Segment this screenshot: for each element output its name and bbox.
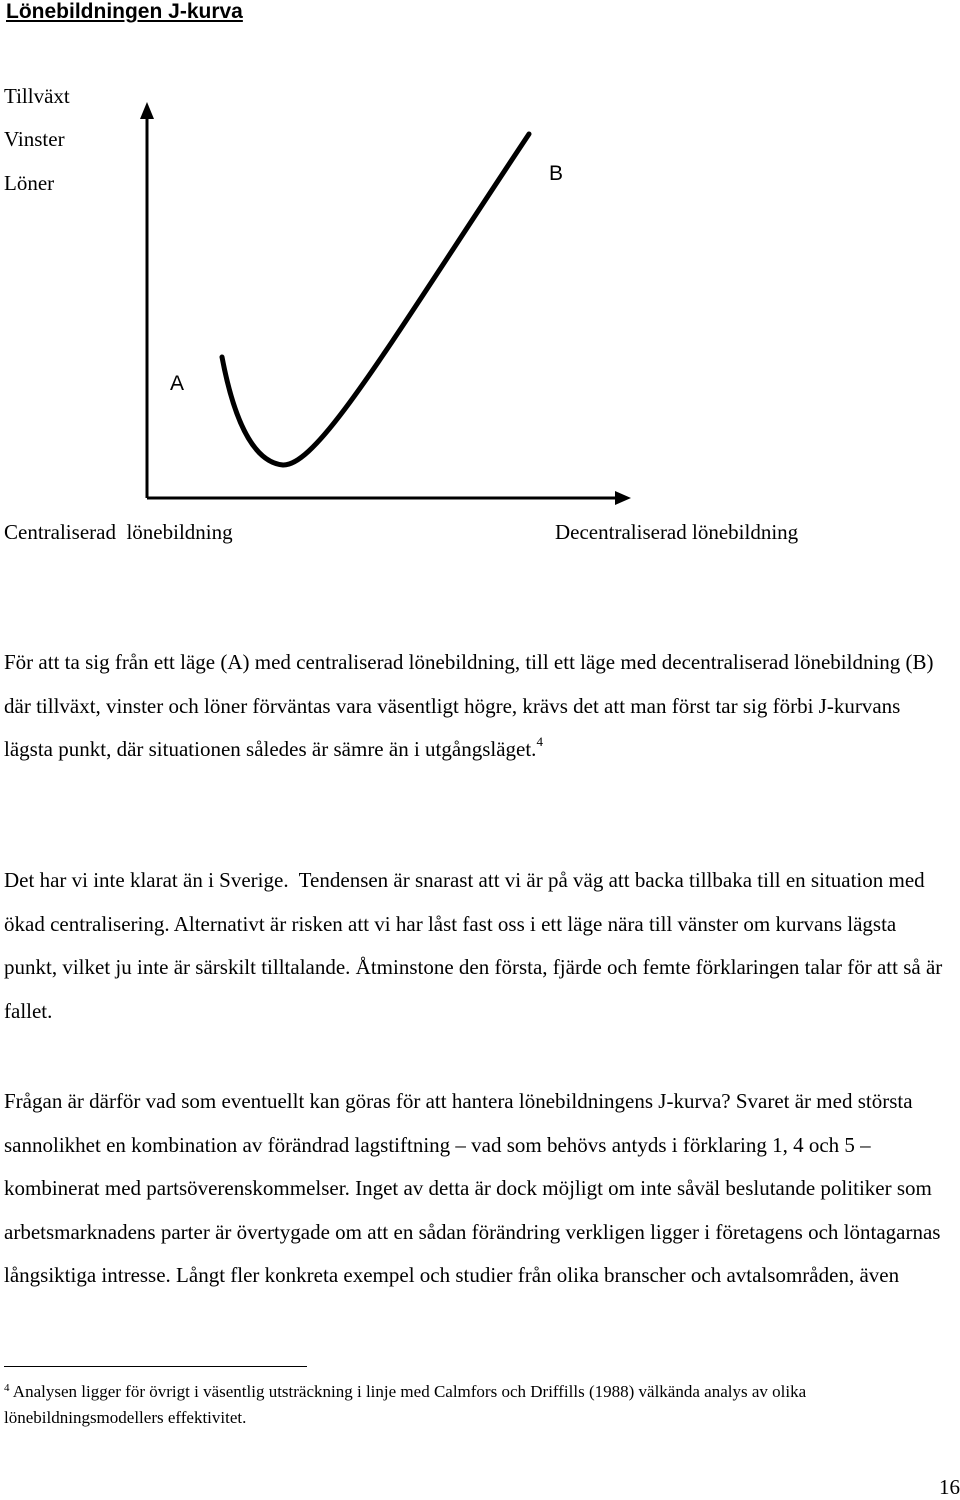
y-axis bbox=[140, 102, 154, 498]
j-curve-diagram bbox=[0, 0, 960, 560]
footnote-ref-4[interactable]: 4 bbox=[536, 734, 543, 749]
paragraph-2: Det har vi inte klarat än i Sverige. Tendensen är snarast att vi är på väg att backa tillbaka till en situation med ökad centralisering. Alternativt är risken att vi har låst fast oss i ett läge nära till vänster om kurvans lägsta punkt, vilket ju inte är särskilt tilltalande. Åtminstone den första, fjärde och femte förklaringen talar för att så är fallet. bbox=[4, 868, 948, 1023]
paragraph-1 bbox=[4, 641, 954, 772]
x-axis-label-decentralized: Decentraliserad lönebildning bbox=[555, 520, 799, 544]
footnote-text: Analysen ligger för övrigt i väsentlig utsträckning i linje med Calmfors och Driffills (1988) välkända analys av olika lönebildningsmodellers effektivitet. bbox=[4, 1382, 807, 1427]
y-axis-label-wages: Löner bbox=[4, 171, 55, 195]
y-axis-label-profits: Vinster bbox=[4, 127, 65, 151]
footnote-number: 4 bbox=[4, 1382, 10, 1394]
footnote-separator bbox=[4, 1366, 307, 1367]
point-b-label: B bbox=[549, 162, 564, 185]
point-a-label: A bbox=[170, 372, 185, 395]
paragraph-1-text: För att ta sig från ett läge (A) med centraliserad lönebildning, till ett läge med decentraliserad lönebildning (B) där tillväxt, vinster och löner förväntas vara väsentligt högre, krävs det att man först tar sig förbi J-kurvans lägsta punkt, där situationen således är sämre än i utgångsläget. bbox=[4, 650, 934, 761]
x-axis-label-centralized: Centraliserad lönebildning bbox=[4, 520, 233, 544]
section-heading: Lönebildningen J-kurva bbox=[6, 0, 243, 23]
j-curve bbox=[222, 134, 529, 465]
paragraph-3: Frågan är därför vad som eventuellt kan göras för att hantera lönebildningens J-kurva? Svaret är med största sannolikhet en kombination av förändrad lagstiftning – vad som behövs antyds i förklaring 1, 4 och 5 – kombinerat med partsöverenskommelser. Inget av detta är dock möjligt om inte såväl beslutande politiker som arbetsmarknadens parter är övertygade om att en sådan förändring verkligen ligger i företagens och löntagarnas långsiktiga intresse. Långt fler konkreta exempel och studier från olika branscher och avtalsområden, även bbox=[4, 1089, 941, 1287]
footnote-4 bbox=[4, 1379, 959, 1431]
page-number: 16 bbox=[939, 1475, 960, 1499]
x-axis bbox=[147, 491, 631, 505]
y-axis-label-growth: Tillväxt bbox=[4, 84, 70, 108]
